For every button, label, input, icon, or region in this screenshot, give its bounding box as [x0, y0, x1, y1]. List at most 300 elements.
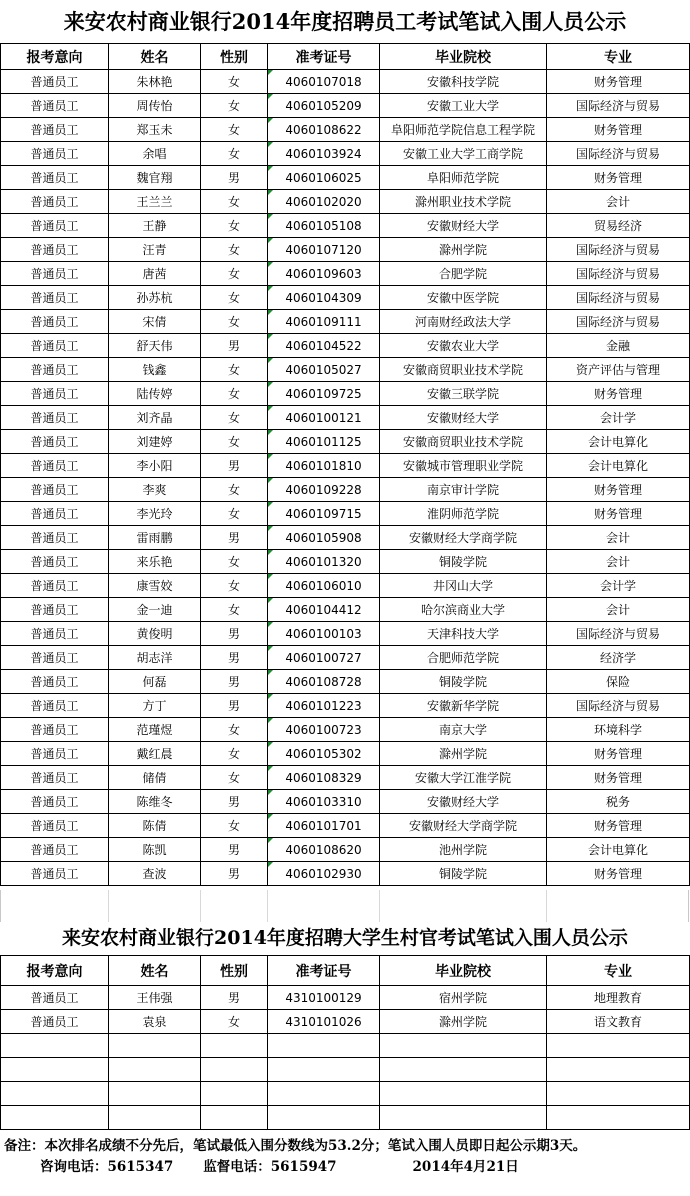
cell-name: 李光玲 [109, 502, 201, 526]
cell-name: 金一迪 [109, 598, 201, 622]
cell-gender: 女 [201, 406, 268, 430]
table-row [1, 190, 690, 214]
cell-exam-number: 4310100129 [268, 986, 380, 1010]
cell-intent: 普通员工 [1, 238, 109, 262]
cell-school: 阜阳师范学院信息工程学院 [380, 118, 547, 142]
cell-intent: 普通员工 [1, 550, 109, 574]
cell-major: 财务管理 [547, 766, 690, 790]
table-row [1, 310, 690, 334]
cell-intent: 普通员工 [1, 790, 109, 814]
cell-name: 孙苏杭 [109, 286, 201, 310]
empty-cell [1, 1082, 109, 1106]
cell-school: 安徽财经大学 [380, 790, 547, 814]
cell-name: 陈凯 [109, 838, 201, 862]
footer-contact-line [4, 1157, 686, 1178]
cell-name: 袁泉 [109, 1010, 201, 1034]
cell-gender: 女 [201, 118, 268, 142]
cell-name: 周传怡 [109, 94, 201, 118]
cell-intent: 普通员工 [1, 430, 109, 454]
empty-cell [1, 1058, 109, 1082]
cell-exam-number: 4060101223 [268, 694, 380, 718]
cell-major: 国际经济与贸易 [547, 262, 690, 286]
table-row [1, 166, 690, 190]
cell-exam-number: 4060104309 [268, 286, 380, 310]
cell-intent: 普通员工 [1, 838, 109, 862]
cell-name: 舒天伟 [109, 334, 201, 358]
cell-exam-number: 4060105302 [268, 742, 380, 766]
cell-school: 安徽工业大学 [380, 94, 547, 118]
cell-school: 安徽新华学院 [380, 694, 547, 718]
cell-intent: 普通员工 [1, 574, 109, 598]
cell-major: 财务管理 [547, 70, 690, 94]
cell-intent: 普通员工 [1, 262, 109, 286]
cell-intent: 普通员工 [1, 286, 109, 310]
cell-intent: 普通员工 [1, 502, 109, 526]
cell-exam-number: 4060105908 [268, 526, 380, 550]
cell-school: 天津科技大学 [380, 622, 547, 646]
table-row [1, 838, 690, 862]
cell-exam-number: 4310101026 [268, 1010, 380, 1034]
cell-school: 安徽城市管理职业学院 [380, 454, 547, 478]
cell-name: 何磊 [109, 670, 201, 694]
cell-school: 铜陵学院 [380, 550, 547, 574]
empty-cell [547, 1058, 690, 1082]
table-row [1, 598, 690, 622]
cell-school: 安徽三联学院 [380, 382, 547, 406]
cell-name: 李爽 [109, 478, 201, 502]
cell-exam-number: 4060101810 [268, 454, 380, 478]
cell-intent: 普通员工 [1, 670, 109, 694]
empty-cell [547, 1034, 690, 1058]
empty-cell [109, 1058, 201, 1082]
cell-exam-number: 4060104522 [268, 334, 380, 358]
cell-major: 贸易经济 [547, 214, 690, 238]
cell-intent: 普通员工 [1, 622, 109, 646]
cell-name: 储倩 [109, 766, 201, 790]
cell-gender: 女 [201, 1010, 268, 1034]
cell-major: 会计 [547, 526, 690, 550]
cell-major: 会计 [547, 550, 690, 574]
publish-date: 2014年4月21日 [412, 1159, 519, 1175]
cell-name: 范瑾煜 [109, 718, 201, 742]
table-row [1, 742, 690, 766]
cell-intent: 普通员工 [1, 382, 109, 406]
cell-gender: 男 [201, 670, 268, 694]
cell-exam-number: 4060106025 [268, 166, 380, 190]
cell-gender: 女 [201, 238, 268, 262]
table-header-row [1, 956, 690, 986]
cell-name: 黄俊明 [109, 622, 201, 646]
cell-school: 安徽大学江淮学院 [380, 766, 547, 790]
cell-intent: 普通员工 [1, 814, 109, 838]
cell-gender: 女 [201, 190, 268, 214]
cell-major: 财务管理 [547, 862, 690, 886]
cell-school: 阜阳师范学院 [380, 166, 547, 190]
empty-cell [268, 1106, 380, 1130]
table-row [1, 574, 690, 598]
cell-name: 陈维冬 [109, 790, 201, 814]
cell-name: 郑玉未 [109, 118, 201, 142]
cell-gender: 女 [201, 142, 268, 166]
cell-gender: 男 [201, 646, 268, 670]
header-intent: 报考意向 [1, 44, 109, 70]
table-row [1, 286, 690, 310]
cell-school: 合肥师范学院 [380, 646, 547, 670]
cell-gender: 女 [201, 574, 268, 598]
table-row [1, 406, 690, 430]
empty-row [1, 1058, 690, 1082]
header-school: 毕业院校 [380, 956, 547, 986]
cell-major: 国际经济与贸易 [547, 310, 690, 334]
cell-school: 南京大学 [380, 718, 547, 742]
table-row [1, 526, 690, 550]
blank-gap-grid [0, 890, 689, 922]
cell-intent: 普通员工 [1, 310, 109, 334]
cell-name: 刘建婷 [109, 430, 201, 454]
village-official-shortlist-table [0, 955, 690, 1130]
cell-intent: 普通员工 [1, 358, 109, 382]
page-title: 来安农村商业银行2014年度招聘员工考试笔试入围人员公示 [63, 9, 627, 34]
cell-major: 环境科学 [547, 718, 690, 742]
cell-exam-number: 4060109228 [268, 478, 380, 502]
cell-major: 国际经济与贸易 [547, 142, 690, 166]
header-intent: 报考意向 [1, 956, 109, 986]
cell-gender: 女 [201, 742, 268, 766]
footer-remark: 备注：本次排名成绩不分先后，笔试最低入围分数线为53.2分；笔试入围人员即日起公示期3天。 [4, 1138, 587, 1154]
cell-gender: 男 [201, 166, 268, 190]
header-major: 专业 [547, 44, 690, 70]
cell-exam-number: 4060101701 [268, 814, 380, 838]
table-row [1, 550, 690, 574]
cell-school: 滁州学院 [380, 238, 547, 262]
empty-row [1, 1106, 690, 1130]
cell-name: 康雪姣 [109, 574, 201, 598]
cell-name: 王伟强 [109, 986, 201, 1010]
cell-gender: 女 [201, 262, 268, 286]
cell-exam-number: 4060108620 [268, 838, 380, 862]
empty-cell [109, 1106, 201, 1130]
cell-exam-number: 4060100723 [268, 718, 380, 742]
cell-gender: 男 [201, 838, 268, 862]
cell-exam-number: 4060105027 [268, 358, 380, 382]
empty-cell [201, 1058, 268, 1082]
cell-exam-number: 4060107018 [268, 70, 380, 94]
cell-school: 滁州学院 [380, 1010, 547, 1034]
header-school: 毕业院校 [380, 44, 547, 70]
cell-major: 财务管理 [547, 382, 690, 406]
table-row [1, 70, 690, 94]
table-row [1, 382, 690, 406]
cell-school: 哈尔滨商业大学 [380, 598, 547, 622]
cell-gender: 女 [201, 718, 268, 742]
cell-major: 国际经济与贸易 [547, 694, 690, 718]
cell-school: 安徽工业大学工商学院 [380, 142, 547, 166]
table-row [1, 478, 690, 502]
cell-school: 河南财经政法大学 [380, 310, 547, 334]
cell-intent: 普通员工 [1, 454, 109, 478]
cell-exam-number: 4060100103 [268, 622, 380, 646]
cell-major: 财务管理 [547, 814, 690, 838]
cell-name: 陆传婷 [109, 382, 201, 406]
table-row [1, 646, 690, 670]
cell-intent: 普通员工 [1, 646, 109, 670]
cell-major: 会计电算化 [547, 454, 690, 478]
cell-exam-number: 4060101320 [268, 550, 380, 574]
cell-major: 经济学 [547, 646, 690, 670]
table-row [1, 622, 690, 646]
cell-school: 宿州学院 [380, 986, 547, 1010]
table-row [1, 1010, 690, 1034]
cell-major: 保险 [547, 670, 690, 694]
footer-note [4, 1136, 686, 1178]
table-row [1, 430, 690, 454]
header-exam-number: 准考证号 [268, 44, 380, 70]
cell-gender: 男 [201, 334, 268, 358]
cell-gender: 女 [201, 310, 268, 334]
empty-cell [380, 1058, 547, 1082]
cell-gender: 男 [201, 694, 268, 718]
cell-name: 刘齐晶 [109, 406, 201, 430]
cell-exam-number: 4060106010 [268, 574, 380, 598]
table-row [1, 142, 690, 166]
cell-major: 金融 [547, 334, 690, 358]
table-header-row [1, 44, 690, 70]
header-name: 姓名 [109, 956, 201, 986]
cell-name: 戴红晨 [109, 742, 201, 766]
cell-intent: 普通员工 [1, 718, 109, 742]
cell-major: 资产评估与管理 [547, 358, 690, 382]
empty-cell [268, 1034, 380, 1058]
cell-gender: 女 [201, 430, 268, 454]
cell-school: 安徽财经大学 [380, 406, 547, 430]
cell-name: 陈倩 [109, 814, 201, 838]
empty-cell [201, 1034, 268, 1058]
cell-gender: 女 [201, 598, 268, 622]
cell-exam-number: 4060102930 [268, 862, 380, 886]
cell-exam-number: 4060100121 [268, 406, 380, 430]
cell-major: 会计 [547, 598, 690, 622]
cell-major: 地理教育 [547, 986, 690, 1010]
cell-name: 宋倩 [109, 310, 201, 334]
cell-exam-number: 4060108329 [268, 766, 380, 790]
empty-cell [1, 1034, 109, 1058]
cell-intent: 普通员工 [1, 118, 109, 142]
cell-major: 财务管理 [547, 166, 690, 190]
cell-exam-number: 4060104412 [268, 598, 380, 622]
cell-gender: 女 [201, 502, 268, 526]
header-name: 姓名 [109, 44, 201, 70]
table-row [1, 94, 690, 118]
cell-major: 会计学 [547, 406, 690, 430]
empty-cell [109, 1034, 201, 1058]
cell-gender: 男 [201, 526, 268, 550]
cell-exam-number: 4060109725 [268, 382, 380, 406]
empty-cell [547, 1082, 690, 1106]
empty-cell [268, 1082, 380, 1106]
table-row [1, 118, 690, 142]
cell-name: 魏官翔 [109, 166, 201, 190]
empty-cell [268, 1058, 380, 1082]
cell-exam-number: 4060109111 [268, 310, 380, 334]
cell-name: 朱林艳 [109, 70, 201, 94]
cell-name: 方丁 [109, 694, 201, 718]
table-row [1, 790, 690, 814]
cell-exam-number: 4060102020 [268, 190, 380, 214]
cell-gender: 女 [201, 358, 268, 382]
empty-cell [201, 1106, 268, 1130]
header-gender: 性别 [201, 956, 268, 986]
cell-exam-number: 4060109715 [268, 502, 380, 526]
cell-exam-number: 4060108622 [268, 118, 380, 142]
cell-gender: 女 [201, 286, 268, 310]
cell-major: 财务管理 [547, 118, 690, 142]
cell-gender: 男 [201, 454, 268, 478]
cell-major: 语文教育 [547, 1010, 690, 1034]
header-major: 专业 [547, 956, 690, 986]
cell-intent: 普通员工 [1, 478, 109, 502]
cell-intent: 普通员工 [1, 142, 109, 166]
cell-intent: 普通员工 [1, 190, 109, 214]
table-row [1, 502, 690, 526]
table-row [1, 862, 690, 886]
table-row [1, 694, 690, 718]
cell-intent: 普通员工 [1, 862, 109, 886]
cell-exam-number: 4060109603 [268, 262, 380, 286]
section-title-village-official: 来安农村商业银行2014年度招聘大学生村官考试笔试入围人员公示 [62, 927, 628, 949]
cell-major: 会计电算化 [547, 838, 690, 862]
cell-name: 李小阳 [109, 454, 201, 478]
cell-school: 淮阴师范学院 [380, 502, 547, 526]
cell-name: 来乐艳 [109, 550, 201, 574]
cell-intent: 普通员工 [1, 1010, 109, 1034]
table-row [1, 766, 690, 790]
empty-cell [201, 1082, 268, 1106]
table-row [1, 454, 690, 478]
cell-major: 国际经济与贸易 [547, 286, 690, 310]
cell-school: 安徽商贸职业技术学院 [380, 430, 547, 454]
cell-major: 财务管理 [547, 478, 690, 502]
cell-major: 国际经济与贸易 [547, 238, 690, 262]
table-row [1, 334, 690, 358]
cell-school: 安徽农业大学 [380, 334, 547, 358]
cell-school: 安徽财经大学商学院 [380, 526, 547, 550]
supervise-phone: 监督电话：5615947 [203, 1159, 337, 1175]
table-row [1, 986, 690, 1010]
cell-name: 汪青 [109, 238, 201, 262]
cell-intent: 普通员工 [1, 694, 109, 718]
cell-name: 王静 [109, 214, 201, 238]
empty-cell [547, 1106, 690, 1130]
cell-intent: 普通员工 [1, 406, 109, 430]
cell-school: 安徽财经大学 [380, 214, 547, 238]
empty-cell [380, 1106, 547, 1130]
cell-intent: 普通员工 [1, 94, 109, 118]
table-row [1, 214, 690, 238]
cell-school: 滁州学院 [380, 742, 547, 766]
cell-school: 安徽财经大学商学院 [380, 814, 547, 838]
cell-major: 会计学 [547, 574, 690, 598]
cell-gender: 男 [201, 790, 268, 814]
cell-exam-number: 4060100727 [268, 646, 380, 670]
cell-name: 王兰兰 [109, 190, 201, 214]
cell-exam-number: 4060108728 [268, 670, 380, 694]
cell-school: 安徽中医学院 [380, 286, 547, 310]
cell-name: 查波 [109, 862, 201, 886]
cell-gender: 女 [201, 478, 268, 502]
cell-exam-number: 4060105108 [268, 214, 380, 238]
cell-exam-number: 4060103924 [268, 142, 380, 166]
cell-gender: 男 [201, 862, 268, 886]
cell-gender: 男 [201, 986, 268, 1010]
cell-name: 余唱 [109, 142, 201, 166]
header-exam-number: 准考证号 [268, 956, 380, 986]
cell-school: 合肥学院 [380, 262, 547, 286]
cell-intent: 普通员工 [1, 334, 109, 358]
cell-name: 唐茜 [109, 262, 201, 286]
cell-gender: 女 [201, 70, 268, 94]
table-row [1, 358, 690, 382]
cell-exam-number: 4060101125 [268, 430, 380, 454]
cell-intent: 普通员工 [1, 742, 109, 766]
empty-cell [380, 1034, 547, 1058]
cell-school: 安徽科技学院 [380, 70, 547, 94]
cell-name: 钱鑫 [109, 358, 201, 382]
cell-major: 国际经济与贸易 [547, 622, 690, 646]
cell-school: 滁州职业技术学院 [380, 190, 547, 214]
cell-gender: 男 [201, 622, 268, 646]
cell-major: 税务 [547, 790, 690, 814]
cell-exam-number: 4060107120 [268, 238, 380, 262]
cell-school: 池州学院 [380, 838, 547, 862]
cell-gender: 女 [201, 550, 268, 574]
cell-exam-number: 4060105209 [268, 94, 380, 118]
cell-name: 雷雨鹏 [109, 526, 201, 550]
empty-row [1, 1082, 690, 1106]
table-row [1, 262, 690, 286]
cell-major: 财务管理 [547, 502, 690, 526]
cell-gender: 女 [201, 382, 268, 406]
cell-major: 财务管理 [547, 742, 690, 766]
empty-cell [109, 1082, 201, 1106]
table-row [1, 238, 690, 262]
cell-major: 会计 [547, 190, 690, 214]
cell-intent: 普通员工 [1, 526, 109, 550]
cell-gender: 女 [201, 814, 268, 838]
cell-intent: 普通员工 [1, 598, 109, 622]
empty-cell [380, 1082, 547, 1106]
cell-intent: 普通员工 [1, 166, 109, 190]
cell-exam-number: 4060103310 [268, 790, 380, 814]
consult-phone: 咨询电话：5615347 [40, 1159, 174, 1175]
cell-school: 安徽商贸职业技术学院 [380, 358, 547, 382]
employee-shortlist-table [0, 43, 690, 886]
cell-major: 会计电算化 [547, 430, 690, 454]
cell-name: 胡志洋 [109, 646, 201, 670]
table-row [1, 718, 690, 742]
cell-school: 铜陵学院 [380, 670, 547, 694]
cell-gender: 女 [201, 94, 268, 118]
empty-cell [1, 1106, 109, 1130]
cell-school: 井冈山大学 [380, 574, 547, 598]
cell-major: 国际经济与贸易 [547, 94, 690, 118]
table-row [1, 814, 690, 838]
cell-gender: 女 [201, 214, 268, 238]
cell-intent: 普通员工 [1, 214, 109, 238]
header-gender: 性别 [201, 44, 268, 70]
cell-school: 南京审计学院 [380, 478, 547, 502]
empty-row [1, 1034, 690, 1058]
cell-school: 铜陵学院 [380, 862, 547, 886]
